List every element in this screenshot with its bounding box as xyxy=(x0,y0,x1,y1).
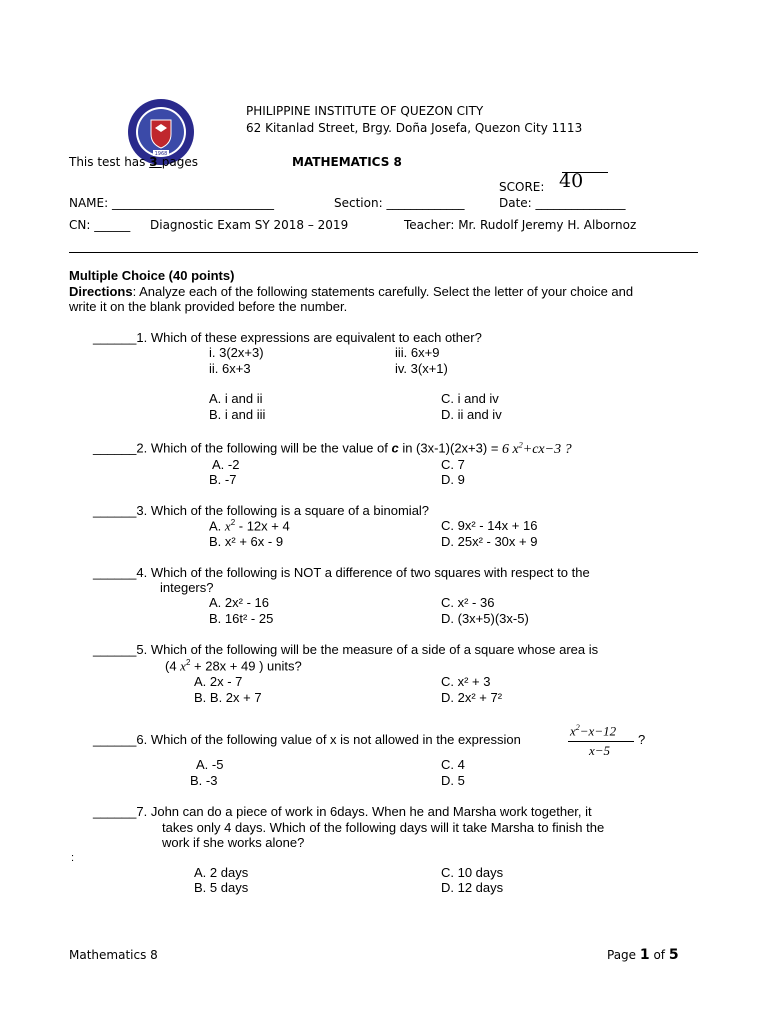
q6-choice-d: D. 5 xyxy=(441,773,465,788)
directions-line2: write it on the blank provided before the number. xyxy=(69,299,348,314)
q6-choice-b: B. -3 xyxy=(190,773,218,788)
q6-question-mark: ? xyxy=(638,732,646,747)
q3-choice-a: A. $x^2 - 12x + 4$ xyxy=(209,518,290,534)
q4-choice-c: C. x² - 36 xyxy=(441,595,495,610)
q1-opt-iv: iv. 3(x+1) xyxy=(395,361,448,376)
q2-choice-a: A. -2 xyxy=(212,457,240,472)
q5-choice-c: C. x² + 3 xyxy=(441,674,491,689)
q2-choice-d: D. 9 xyxy=(441,472,465,487)
score-label: SCORE: xyxy=(499,180,545,194)
section-field[interactable]: Section: _____________ xyxy=(334,196,465,210)
cn-field[interactable]: CN: ______ xyxy=(69,218,131,232)
q2-choice-c: C. 7 xyxy=(441,457,465,472)
q7-choice-d: D. 12 days xyxy=(441,880,504,895)
q1-opt-i: i. 3(2x+3) xyxy=(209,345,264,360)
score-total: 40 xyxy=(559,170,584,192)
q5-choice-b: B. B. 2x + 7 xyxy=(194,690,262,705)
q5-stem-cont: (4 $x^2 + 28x + 49$ ) units? xyxy=(165,658,302,674)
q7-stem: ______7. John can do a piece of work in 6days. When he and Marsha work together, it xyxy=(93,804,592,819)
q4-choice-d: D. (3x+5)(3x-5) xyxy=(441,611,529,626)
q5-choice-a: A. 2x - 7 xyxy=(194,674,243,689)
q4-choice-b: B. 16t² - 25 xyxy=(209,611,274,626)
page-indicator: Page 1 of 5 xyxy=(607,947,679,963)
section-title: Multiple Choice (40 points) xyxy=(69,268,235,283)
pages-note: This test has 3 pages xyxy=(69,155,198,169)
q2-choice-b: B. -7 xyxy=(209,472,237,487)
subject-title: MATHEMATICS 8 xyxy=(292,155,402,169)
q4-choice-a: A. 2x² - 16 xyxy=(209,595,269,610)
q3-choice-d: D. 25x² - 30x + 9 xyxy=(441,534,538,549)
q6-fraction-numerator: $x^2-x-12$ xyxy=(570,723,617,739)
q7-choice-a: A. 2 days xyxy=(194,865,249,880)
q6-choice-c: C. 4 xyxy=(441,757,465,772)
directions: Directions: Analyze each of the following statements carefully. Select the letter of your choice and xyxy=(69,284,634,299)
institute-name: PHILIPPINE INSTITUTE OF QUEZON CITY xyxy=(246,104,484,118)
q6-choice-a: A. -5 xyxy=(196,757,224,772)
q3-stem: ______3. Which of the following is a square of a binomial? xyxy=(93,503,430,518)
q7-stem-cont1: takes only 4 days. Which of the following days will it take Marsha to finish the xyxy=(162,820,605,835)
q6-fraction-denominator: x−5 xyxy=(589,743,611,758)
q1-choice-b: B. i and iii xyxy=(209,407,266,422)
q5-choice-d: D. 2x² + 7² xyxy=(441,690,503,705)
q3-choice-c: C. 9x² - 14x + 16 xyxy=(441,518,538,533)
q4-stem: ______4. Which of the following is NOT a difference of two squares with respect to the xyxy=(93,565,590,580)
stray-colon: : xyxy=(71,852,75,864)
date-field[interactable]: Date: _______________ xyxy=(499,196,626,210)
q4-stem-cont: integers? xyxy=(160,580,214,595)
q7-stem-cont2: work if she works alone? xyxy=(162,835,305,850)
teacher-name: Teacher: Mr. Rudolf Jeremy H. Albornoz xyxy=(404,218,637,232)
exam-title: Diagnostic Exam SY 2018 – 2019 xyxy=(150,218,349,232)
q1-stem: ______1. Which of these expressions are equivalent to each other? xyxy=(93,330,482,345)
q3-choice-b: B. x² + 6x - 9 xyxy=(209,534,284,549)
q1-opt-iii: iii. 6x+9 xyxy=(395,345,440,360)
q1-opt-ii: ii. 6x+3 xyxy=(209,361,251,376)
q1-choice-c: C. i and iv xyxy=(441,391,499,406)
header-divider xyxy=(69,252,698,253)
q1-choice-d: D. ii and iv xyxy=(441,407,502,422)
q6-fraction-bar xyxy=(568,741,634,742)
q7-choice-b: B. 5 days xyxy=(194,880,249,895)
q1-choice-a: A. i and ii xyxy=(209,391,263,406)
footer-subject: Mathematics 8 xyxy=(69,948,158,962)
q2-stem: ______2. Which of the following will be the value of c in (3x-1)(2x+3) = 6 $x^2+cx-3$ ? xyxy=(93,440,572,457)
q6-stem: ______6. Which of the following value of x is not allowed in the expression xyxy=(93,732,521,747)
name-field[interactable]: NAME: ___________________________ xyxy=(69,196,274,210)
institute-address: 62 Kitanlad Street, Brgy. Doña Josefa, Quezon City 1113 xyxy=(246,121,583,135)
q5-stem: ______5. Which of the following will be the measure of a side of a square whose area is xyxy=(93,642,599,657)
svg-text:1968: 1968 xyxy=(154,151,168,157)
q7-choice-c: C. 10 days xyxy=(441,865,504,880)
